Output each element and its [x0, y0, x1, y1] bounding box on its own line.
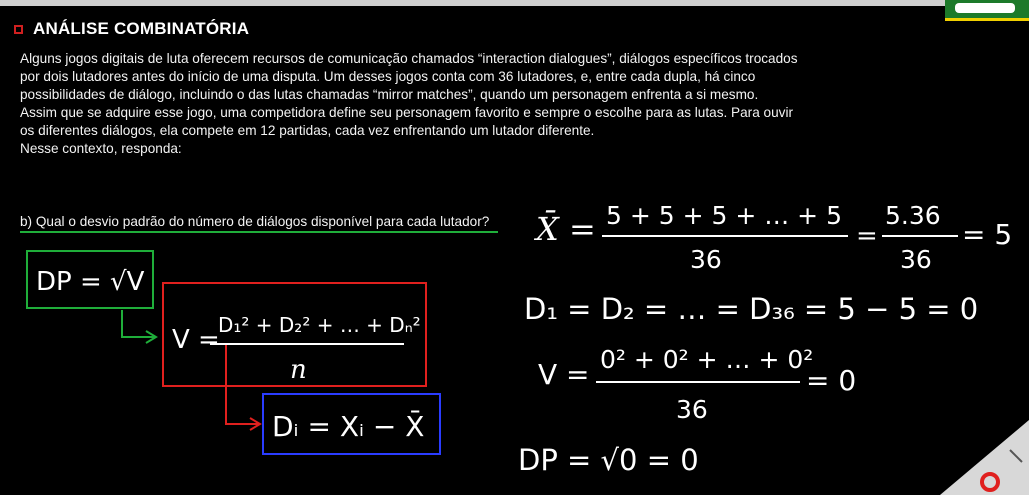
- var-result: = 0: [806, 364, 857, 397]
- problem-paragraph-3: Nesse contexto, responda:: [20, 141, 182, 156]
- mean-denominator-2: 36: [900, 245, 932, 274]
- deviations-line: D₁ = D₂ = … = D₃₆ = 5 − 5 = 0: [524, 292, 979, 326]
- deviation-formula: Dᵢ = Xᵢ − X̄: [272, 410, 425, 443]
- var-numerator: 0² + 0² + … + 0²: [600, 345, 814, 374]
- corner-overlay: [940, 420, 1029, 495]
- problem-paragraph-1: Alguns jogos digitais de luta oferecem recursos de comunicação chamados “interaction dialogues”, diálogos específicos trocados por dois lutadores antes do início de uma disputa. Um desses jogos conta com 36 lutadores, e, entre cada dupla, há cinco possibilidades de diálogo, incluindo o das lutas chamadas “mirror matches”, quando um personagem enfrenta a si mesmo.: [20, 51, 798, 102]
- sd-result-line: DP = √0 = 0: [518, 443, 699, 477]
- question-b-text: b) Qual o desvio padrão do número de diálogos disponível para cada lutador?: [20, 214, 490, 229]
- var-denominator: 36: [676, 395, 708, 424]
- mean-numerator: 5 + 5 + 5 + … + 5: [606, 201, 842, 230]
- mean-denominator: 36: [690, 245, 722, 274]
- red-arrow: [226, 345, 258, 424]
- page-title: ANÁLISE COMBINATÓRIA: [33, 19, 250, 38]
- variance-numerator: D₁² + D₂² + … + Dₙ²: [218, 313, 421, 337]
- mean-lhs: X̄ =: [536, 210, 596, 248]
- mean-numerator-2: 5.36: [885, 201, 941, 230]
- problem-paragraph-2: Assim que se adquire esse jogo, uma competidora define seu personagem favorito e sempre o escolhe para as lutas. Para ouvir os diferentes diálogos, ela compete em 12 partidas, cada vez enfrentando um lutador diferente.: [20, 105, 794, 138]
- variance-denominator: n: [290, 355, 307, 385]
- var-lhs: V =: [538, 358, 590, 391]
- sd-formula: DP = √V: [36, 267, 145, 297]
- mean-eq2: =: [856, 221, 878, 251]
- variance-lhs: V =: [172, 325, 220, 355]
- mean-result: = 5: [962, 218, 1013, 251]
